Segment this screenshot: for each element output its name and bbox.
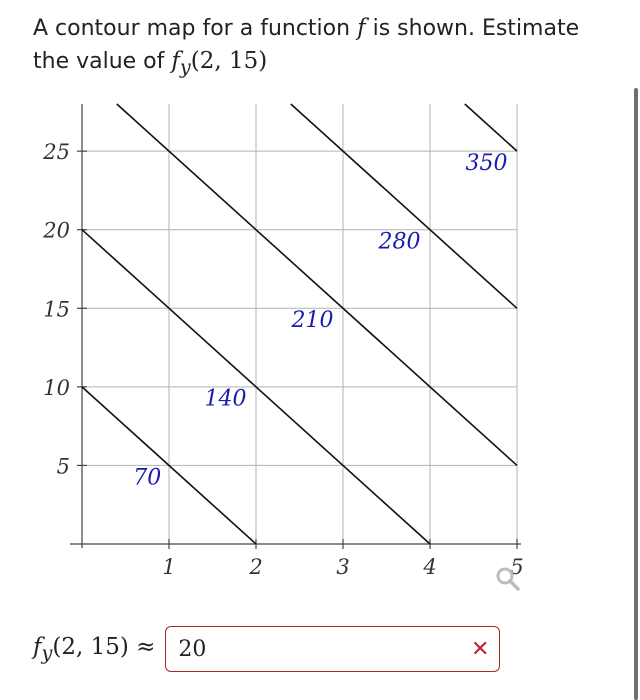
- contour-line-210: [117, 104, 517, 465]
- answer-input[interactable]: [165, 626, 500, 672]
- x-tick-label: 5: [510, 555, 524, 579]
- x-tick-label: 1: [162, 555, 176, 579]
- contour-label-210: 210: [291, 308, 334, 334]
- magnify-icon[interactable]: [494, 566, 522, 594]
- contour-line-350: [465, 104, 517, 151]
- y-tick-label: 20: [43, 218, 70, 243]
- question-function-symbol: f: [357, 15, 366, 41]
- y-tick-label: 5: [56, 454, 70, 479]
- y-tick-label: 10: [43, 375, 70, 400]
- answer-value[interactable]: 20: [178, 636, 207, 662]
- question-middle: is shown. Estimate the value of: [33, 16, 580, 74]
- contour-label-350: 350: [465, 151, 508, 176]
- x-tick-label: 2: [249, 555, 263, 579]
- close-icon: ✕: [470, 636, 490, 662]
- answer-row: [33, 624, 500, 674]
- y-tick-label: 15: [43, 297, 70, 322]
- contour-line-280: [291, 104, 517, 308]
- contour-label-280: 280: [378, 229, 421, 255]
- question-expression: $f_y(2$, 15): [171, 48, 268, 79]
- x-tick-label: 3: [336, 555, 350, 579]
- contour-label-70: 70: [133, 465, 162, 491]
- question-prefix: A contour map for a function: [33, 16, 351, 41]
- x-tick-label: 4: [423, 555, 437, 579]
- scrollbar[interactable]: [634, 88, 638, 700]
- answer-label: $f_y(2$, 15) ≈: [33, 633, 156, 665]
- y-tick-label: 25: [43, 140, 70, 165]
- contour-label-140: 140: [204, 386, 247, 412]
